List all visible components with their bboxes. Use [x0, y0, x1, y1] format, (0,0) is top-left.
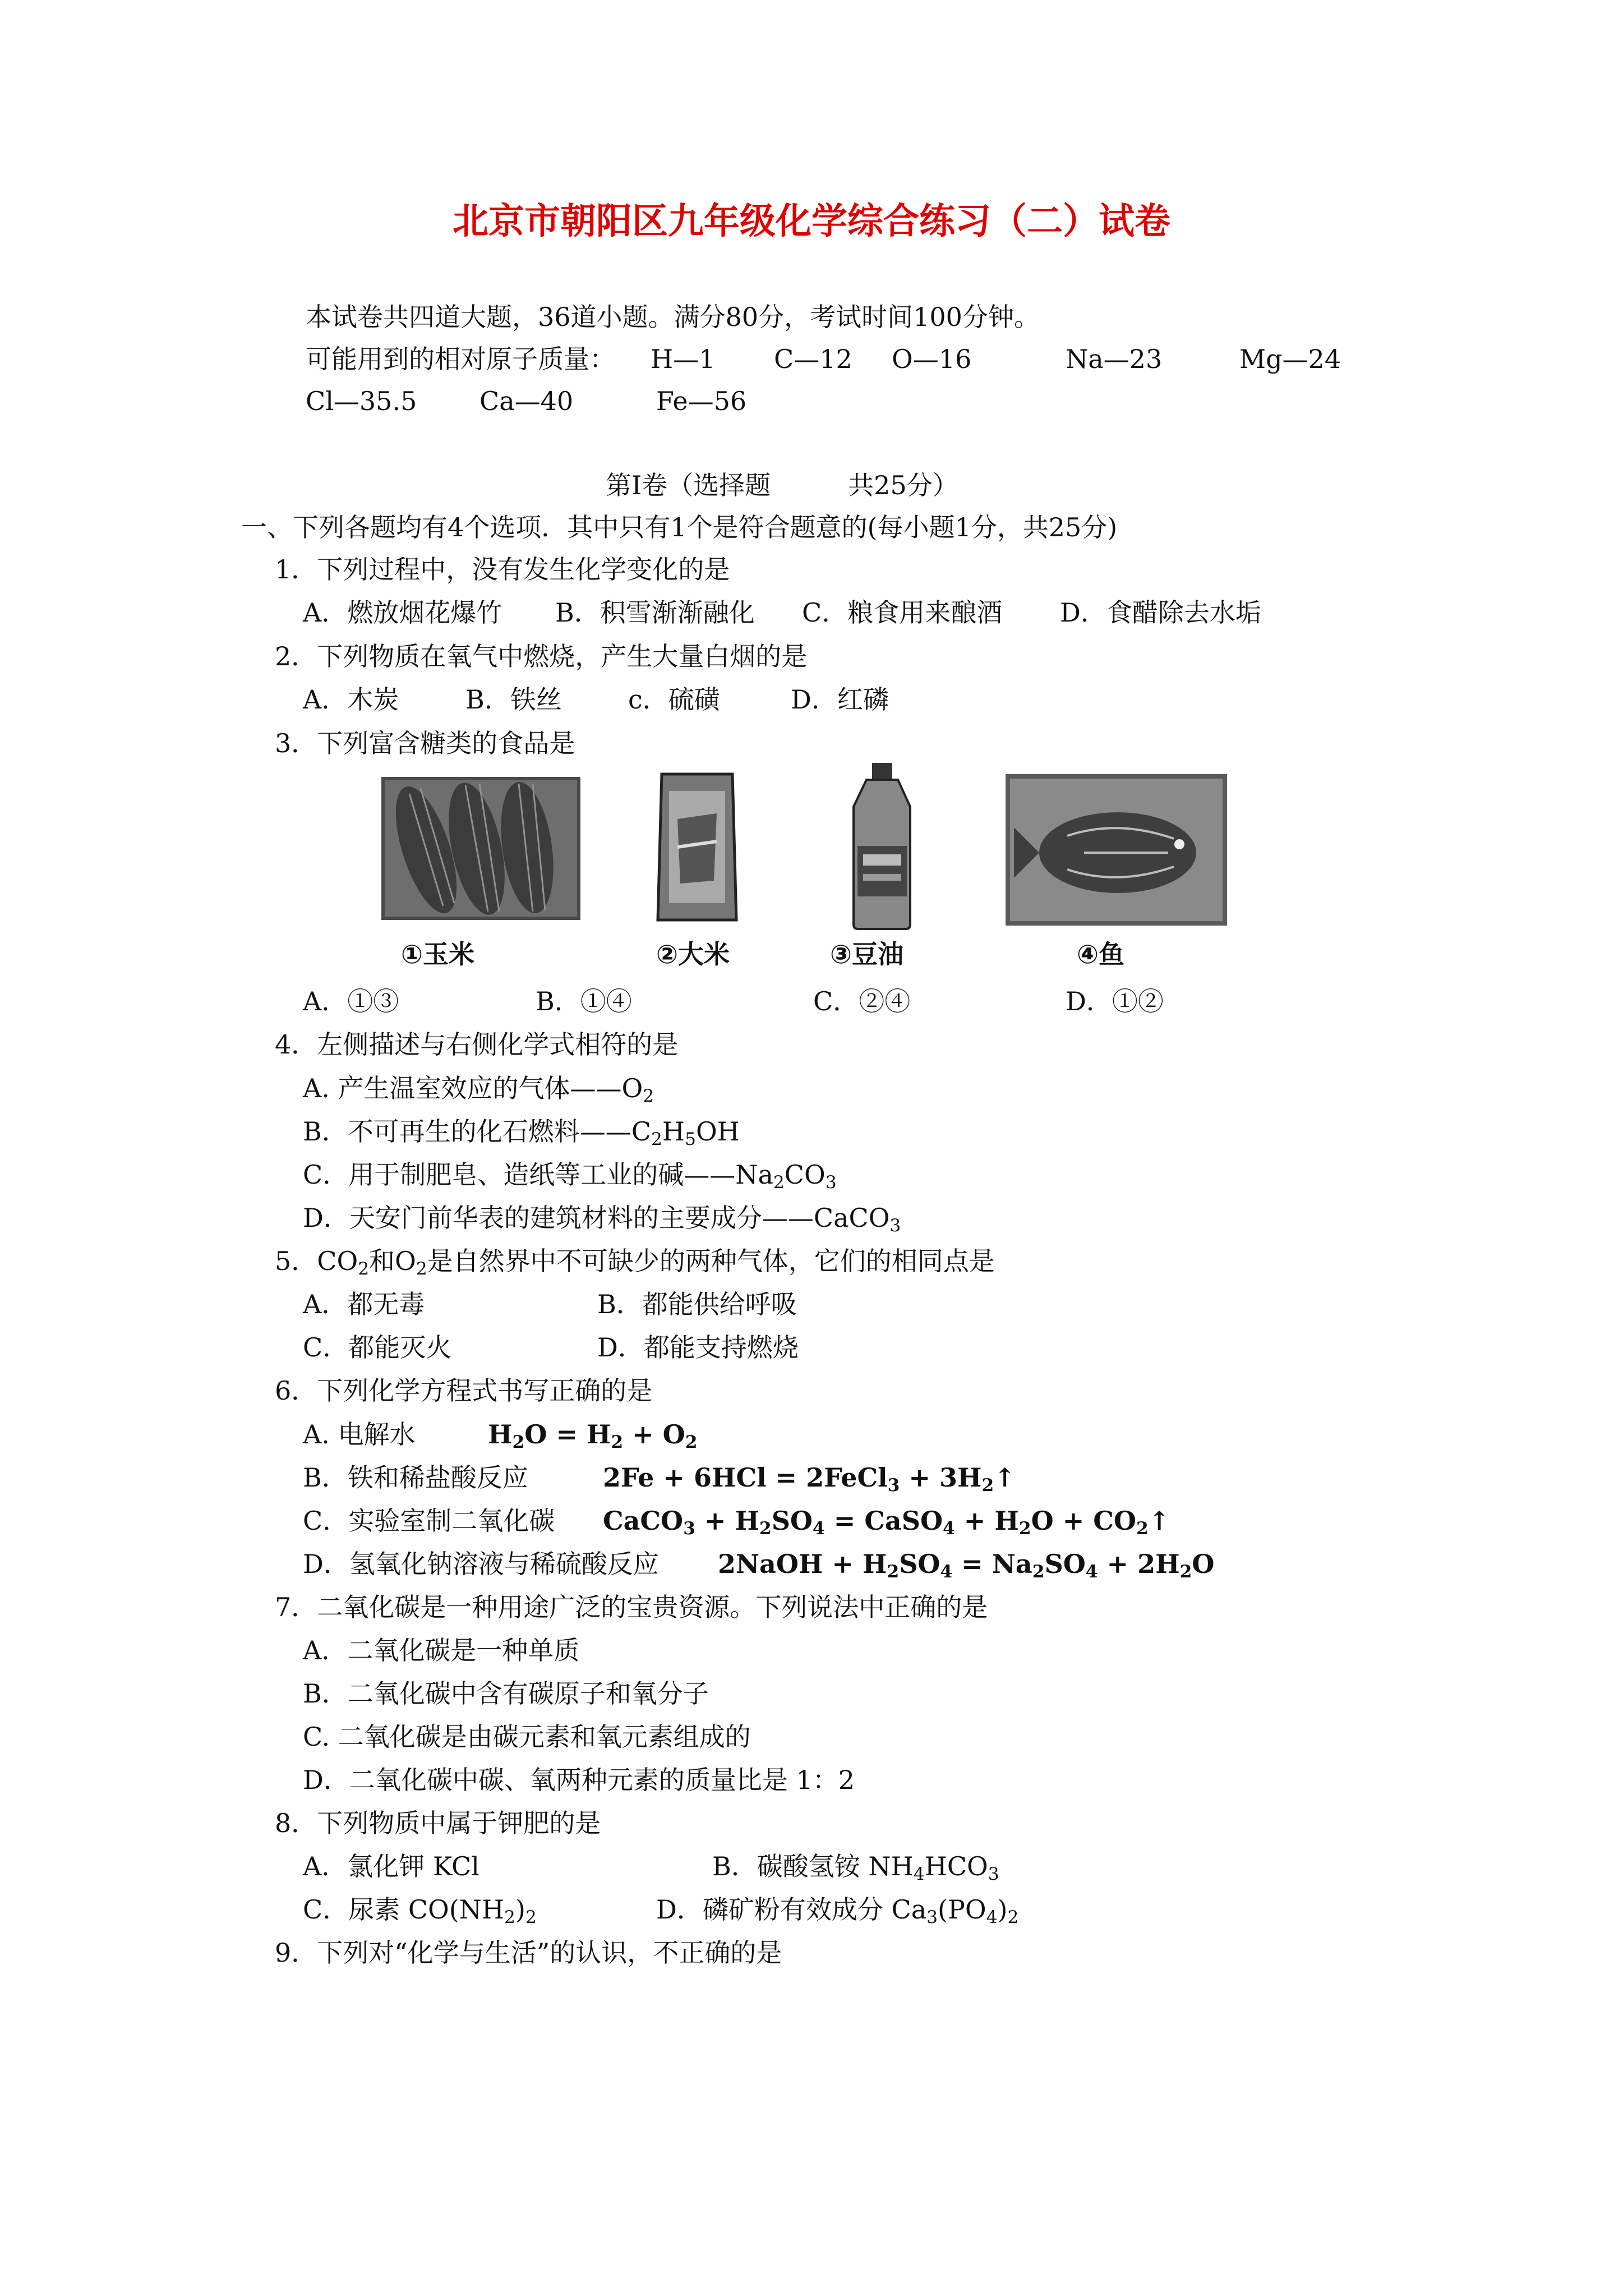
question-2-stem: 2．下列物质在氧气中燃烧，产生大量白烟的是	[275, 641, 808, 671]
question-4-option-c: C．用于制肥皂、造纸等工业的碱$——Na_2CO_3$	[303, 1159, 837, 1193]
fish-caption: ④鱼	[1077, 939, 1124, 969]
section-header: 第I卷（选择题 共25分）	[606, 470, 958, 500]
fish-image	[1006, 774, 1227, 926]
corn-image	[381, 777, 580, 920]
corn-caption: ①玉米	[401, 939, 474, 969]
question-5-option-b: B．都能供给呼吸	[597, 1289, 797, 1319]
question-6-option-c-label: C．实验室制二氧化碳	[303, 1506, 555, 1536]
question-4-option-b: B．不可再生的化石燃料$——C_2H_5OH$	[303, 1116, 740, 1149]
question-1-option-b: B．积雪渐渐融化	[555, 597, 755, 628]
question-5-option-d: D．都能支持燃烧	[597, 1332, 799, 1363]
question-1-option-a: A．燃放烟花爆竹	[303, 597, 502, 628]
question-4-stem: 4．左侧描述与右侧化学式相符的是	[275, 1029, 679, 1060]
question-8-option-d: D．磷矿粉有效成分 $Ca_3(PO_4)_2$	[656, 1894, 1019, 1927]
question-7-option-c: C. 二氧化碳是由碳元素和氧元素组成的	[303, 1722, 751, 1752]
question-3-option-b: B．①④	[536, 986, 632, 1016]
question-7-option-a: A．二氧化碳是一种单质	[303, 1635, 580, 1665]
atomic-mass-mg: Mg—24	[1239, 344, 1341, 374]
question-2-option-c: c．硫磺	[628, 684, 720, 715]
atomic-mass-ca: Ca—40	[479, 386, 574, 416]
question-5-option-c: C．都能灭火	[303, 1332, 452, 1363]
question-7-option-b: B．二氧化碳中含有碳原子和氧分子	[303, 1678, 709, 1709]
question-3-option-d: D．①②	[1066, 986, 1164, 1016]
question-6-option-d-equation: 2NaOH + $H_2SO_4 = Na_2SO_4 + 2H_2O$	[718, 1549, 1215, 1582]
question-3-option-a: A．①③	[303, 986, 399, 1016]
question-6-option-a-equation: $H_2O = H_2 + O_2$	[488, 1419, 698, 1452]
rice-caption: ②大米	[656, 939, 730, 969]
atomic-mass-cl: Cl—35.5	[306, 386, 417, 416]
question-7-option-d: D．二氧化碳中碳、氧两种元素的质量比是 1：2	[303, 1765, 855, 1795]
page-title: 北京市朝阳区九年级化学综合练习（二）试卷	[453, 201, 1170, 242]
atomic-masses-label: 可能用到的相对原子质量：	[306, 344, 615, 374]
question-8-stem: 8．下列物质中属于钾肥的是	[275, 1808, 601, 1838]
rice-bag-image	[655, 769, 739, 926]
oil-caption: ③豆油	[830, 939, 903, 969]
atomic-mass-h: H—1	[651, 344, 716, 374]
question-1-option-c: C．粮食用来酿酒	[802, 597, 1003, 628]
question-2-option-a: A．木炭	[303, 684, 399, 715]
question-1-option-d: D．食醋除去水垢	[1060, 597, 1261, 628]
question-8-option-c: C．尿素 $CO(NH_2)_2$	[303, 1894, 537, 1927]
atomic-mass-o: O—16	[892, 344, 972, 374]
question-5-stem: 5．$CO_2$和$O_2$是自然界中不可缺少的两种气体，它们的相同点是	[275, 1246, 995, 1279]
question-4-option-d: D．天安门前华表的建筑材料的主要成分——CaCO$_3$	[303, 1203, 901, 1236]
question-6-option-b-label: B．铁和稀盐酸反应	[303, 1462, 528, 1493]
question-2-option-b: B．铁丝	[465, 684, 562, 715]
question-1-stem: 1．下列过程中，没有发生化学变化的是	[275, 554, 730, 585]
atomic-mass-fe: Fe—56	[656, 386, 747, 416]
question-6-option-d-label: D．氢氧化钠溶液与稀硫酸反应	[303, 1549, 659, 1579]
soybean-oil-bottle-image	[850, 762, 914, 930]
exam-info: 本试卷共四道大题，36道小题。满分80分，考试时间100分钟。	[306, 302, 1040, 332]
section-instruction: 一、下列各题均有4个选项．其中只有1个是符合题意的(每小题1分，共25分)	[241, 512, 1118, 542]
atomic-mass-na: Na—23	[1066, 344, 1163, 374]
question-3-option-c: C．②④	[813, 986, 911, 1016]
question-4-option-a: A. 产生温室效应的气体$——O_2$	[303, 1073, 654, 1106]
question-6-stem: 6．下列化学方程式书写正确的是	[275, 1375, 653, 1406]
question-9-stem: 9．下列对“化学与生活”的认识，不正确的是	[275, 1938, 782, 1968]
question-7-stem: 7．二氧化碳是一种用途广泛的宝贵资源。下列说法中正确的是	[275, 1592, 988, 1622]
question-2-option-d: D．红磷	[791, 684, 889, 715]
question-6-option-a-label: A. 电解水	[303, 1419, 416, 1450]
question-8-option-a: A．氯化钾 KCl	[303, 1851, 479, 1881]
question-5-option-a: A．都无毒	[303, 1289, 425, 1319]
question-3-stem: 3．下列富含糖类的食品是	[275, 728, 575, 758]
question-8-option-b: B．碳酸氢铵 $NH_4HCO_3$	[712, 1851, 999, 1884]
atomic-mass-c: C—12	[774, 344, 852, 374]
question-6-option-b-equation: 2Fe + 6HCl = 2FeCl$_3$ + $3H_2↑$	[603, 1462, 1016, 1496]
question-6-option-c-equation: CaCO$_3$ + $H_2SO_4$ = CaSO$_4$ + $H_2O$ + $CO_2↑$	[603, 1506, 1170, 1539]
